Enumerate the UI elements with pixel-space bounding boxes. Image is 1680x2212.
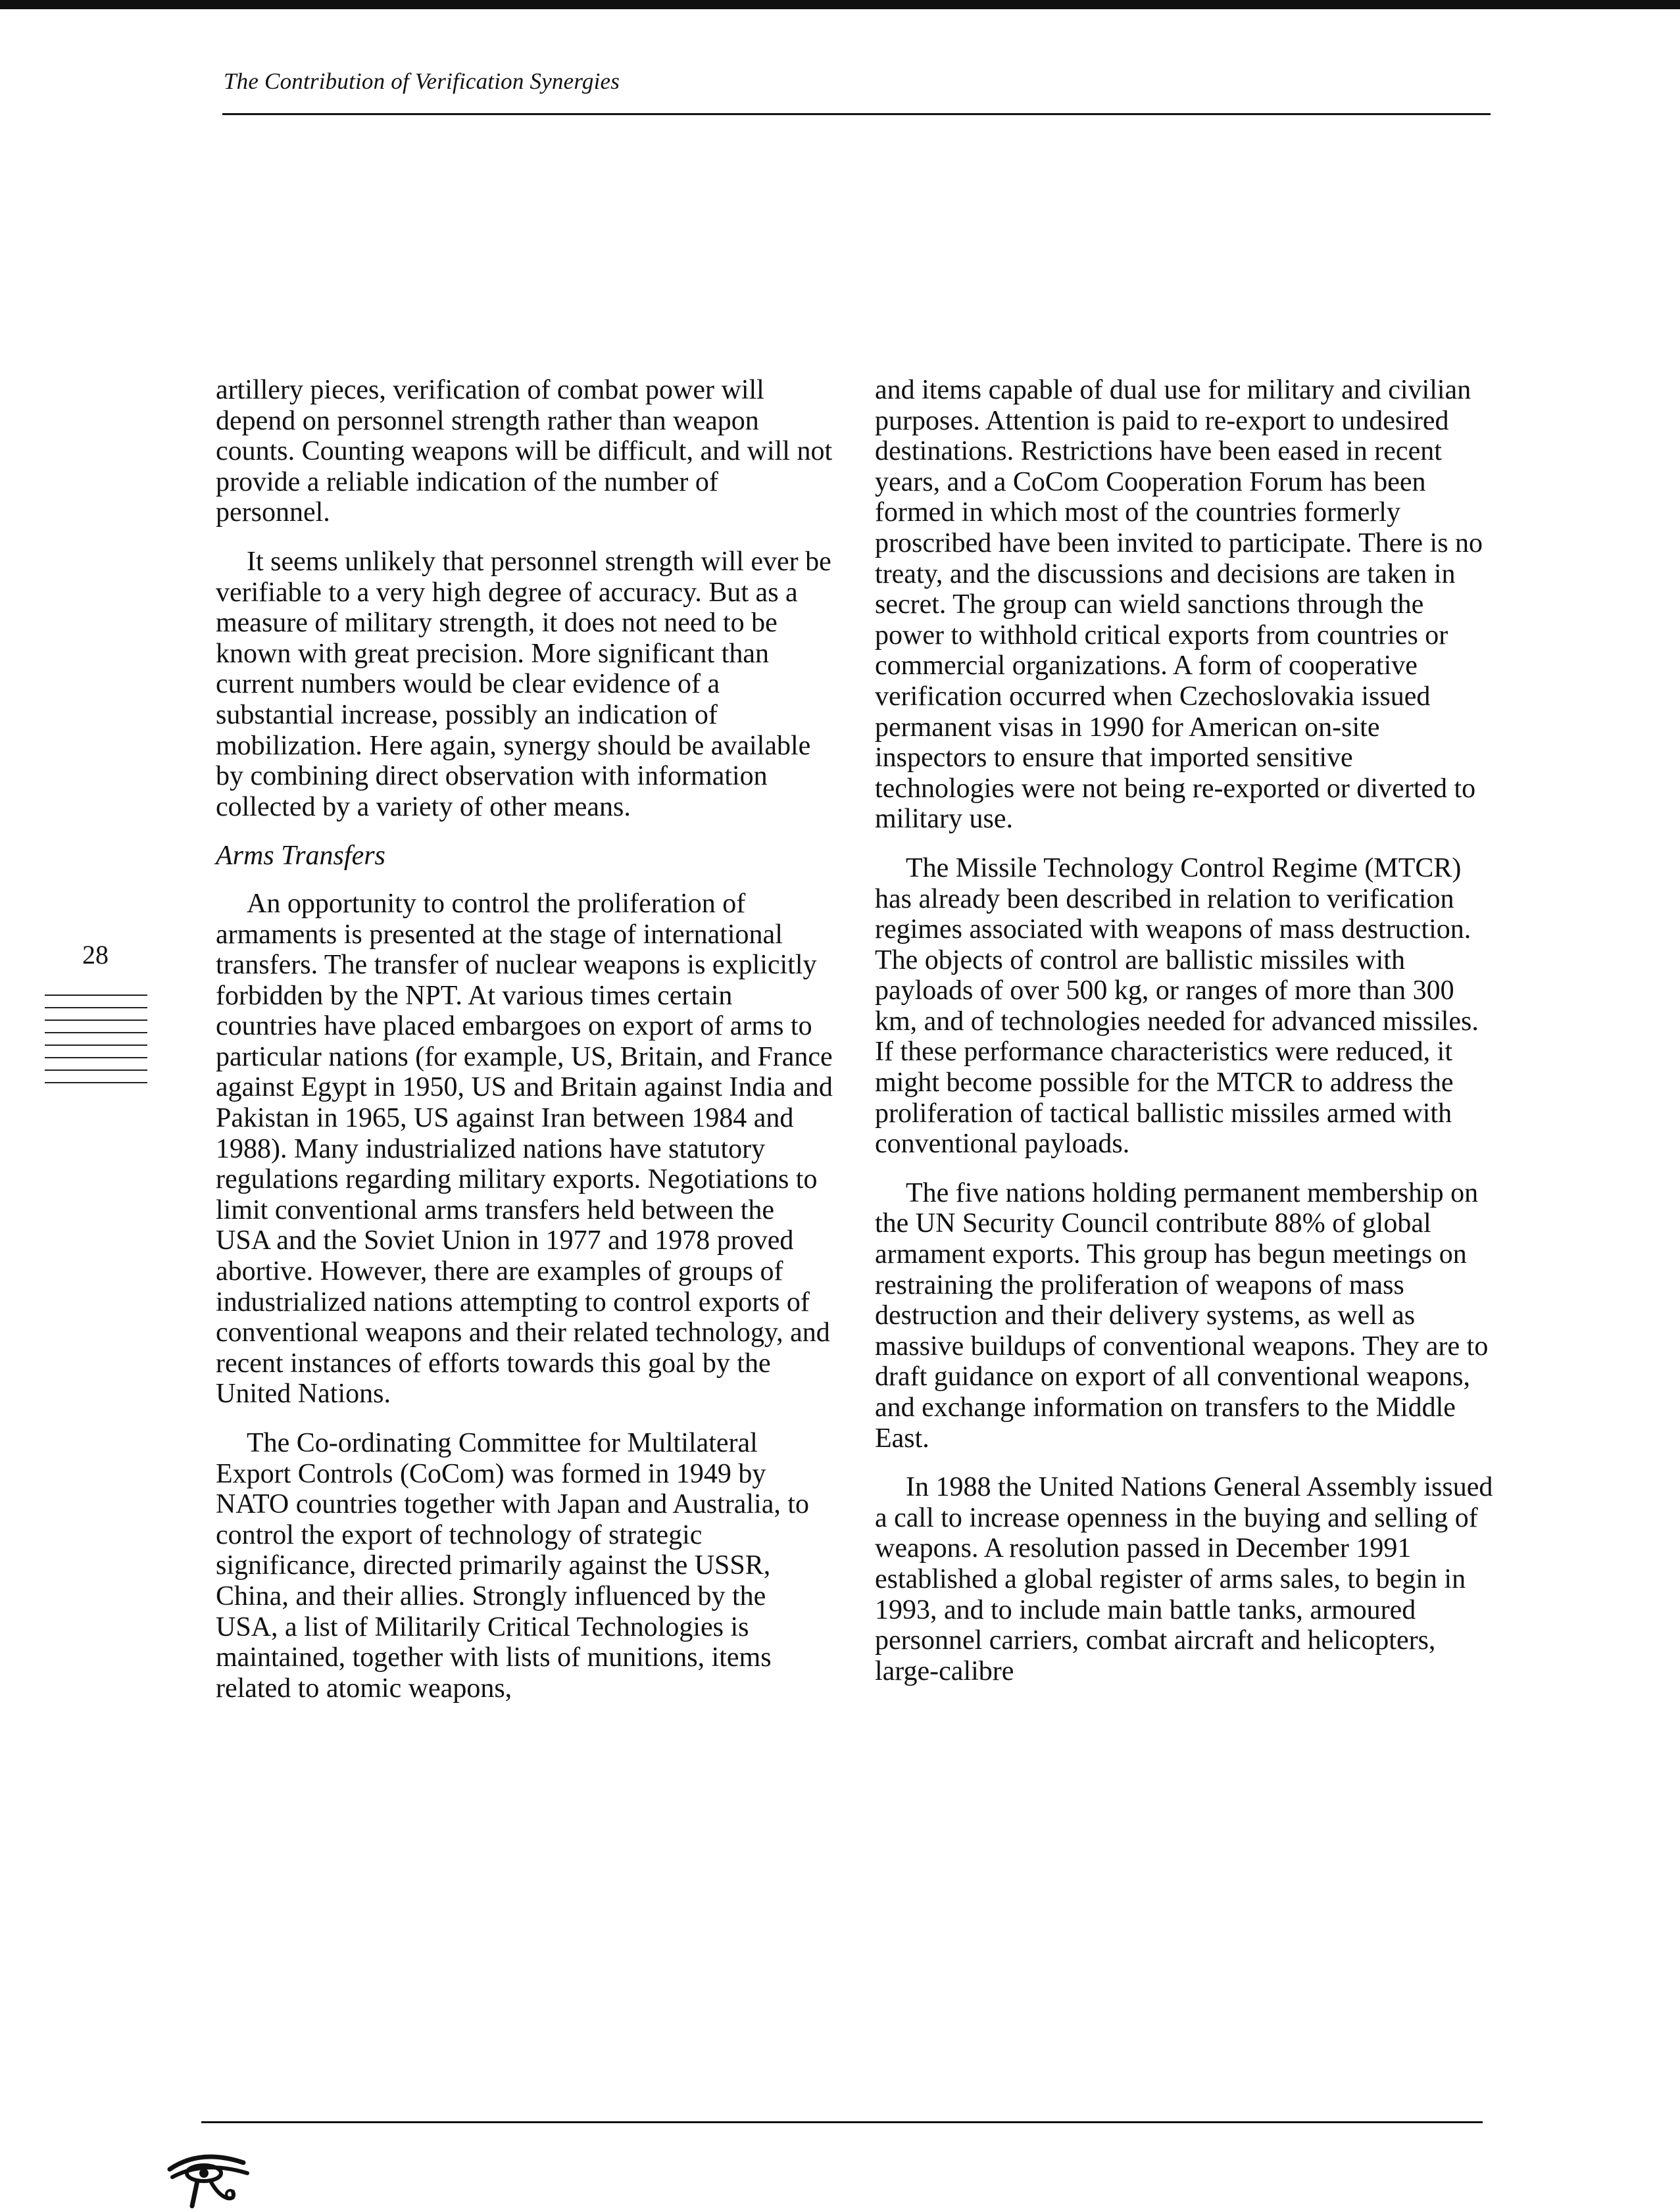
section-subheading: Arms Transfers — [216, 841, 385, 872]
footer-rule — [201, 2121, 1483, 2123]
margin-line — [45, 1045, 147, 1046]
body-paragraph: and items capable of dual use for military and civilian purposes. Attention is paid to re-export to undesired destinations. Restrictions have been eased in recent years, and a CoCom Cooperation Forum has been formed in which most of the countries formerly proscribed have been invited to participate. There is no treaty, and the discussions and decisions are taken in secret. The group can wield sanctions through the power to withhold critical exports from countries or commercial organizations. A form of cooperative verification occurred when Czechoslovakia issued permanent visas in 1990 for American on-site inspectors to ensure that imported sensitive technologies were not being re-exported or diverted to military use. — [875, 375, 1483, 835]
margin-line — [45, 995, 147, 996]
body-paragraph: The five nations holding permanent membership on the UN Security Council contribute 88% of global armament exports. This group has begun meetings on restraining the proliferation of weapons of mass destruction and their delivery systems, as well as massive buildups of conventional weapons. They are to draft guidance on export of all conventional weapons, and exchange information on transfers to the Middle East. — [875, 1177, 1489, 1454]
margin-line — [45, 1020, 147, 1021]
margin-line — [45, 1032, 147, 1033]
margin-line — [45, 1007, 147, 1008]
margin-line — [45, 1057, 147, 1058]
body-paragraph: The Missile Technology Control Regime (MTCR) has already been described in relation to verification regimes associated with weapons of mass destruction. The objects of control are ballistic missiles with payloads of over 500 kg, or ranges of more than 300 km, and of technologies needed for advanced missiles. If these performance characteristics were reduced, it might become possible for the MTCR to address the proliferation of tactical ballistic missiles armed with conventional payloads. — [875, 852, 1479, 1160]
left-column — [216, 375, 834, 1722]
body-paragraph: It seems unlikely that personnel strength will ever be verifiable to a very high degree of accuracy. But as a measure of military strength, it does not need to be known with great precision. More significant than current numbers would be clear evidence of a substantial increase, possibly an indication of mobilization. Here again, synergy should be available by combining direct observation with information collected by a variety of other means. — [216, 546, 831, 822]
top-border — [0, 0, 1680, 9]
body-paragraph: In 1988 the United Nations General Assembly issued a call to increase openness in the buying and selling of weapons. A resolution passed in December 1991 established a global register of arms sales, to begin in 1993, and to include main battle tanks, armoured personnel carriers, combat aircraft and helicopters, large-calibre — [875, 1472, 1493, 1686]
header-rule — [222, 113, 1491, 115]
eye-of-horus-logo-icon — [164, 2143, 257, 2209]
body-paragraph: artillery pieces, verification of combat power will depend on personnel strength rather than weapon counts. Counting weapons will be difficult, and will not provide a reliable indication of the number of personnel. — [216, 375, 833, 528]
running-title: The Contribution of Verification Synergies — [224, 68, 620, 94]
body-paragraph: An opportunity to control the proliferation of armaments is presented at the stage of international transfers. The transfer of nuclear weapons is explicitly forbidden by the NPT. At various times certain countries have placed embargoes on export of arms to particular nations (for example, US, Britain, and France against Egypt in 1950, US and Britain against India and Pakistan in 1965, US against Iran between 1984 and 1988). Many industrialized nations have statutory regulations regarding military exports. Negotiations to limit conventional arms transfers held between the USA and the Soviet Union in 1977 and 1978 proved abortive. However, there are examples of groups of industrialized nations attempting to control exports of conventional weapons and their related technology, and recent instances of efforts towards this goal by the United Nations. — [216, 888, 833, 1410]
page-number: 28 — [82, 940, 109, 970]
body-paragraph: The Co-ordinating Committee for Multilateral Export Controls (CoCom) was formed in 1949 by NATO countries together with Japan and Australia, to control the export of technology of strategic significance, directed primarily against the USSR, China, and their allies. Strongly influenced by the USA, a list of Militarily Critical Technologies is maintained, together with lists of munitions, items related to atomic weapons, — [216, 1428, 810, 1704]
margin-decoration-lines — [45, 995, 147, 1094]
margin-line — [45, 1082, 147, 1083]
margin-line — [45, 1069, 147, 1071]
right-column — [875, 375, 1493, 1705]
